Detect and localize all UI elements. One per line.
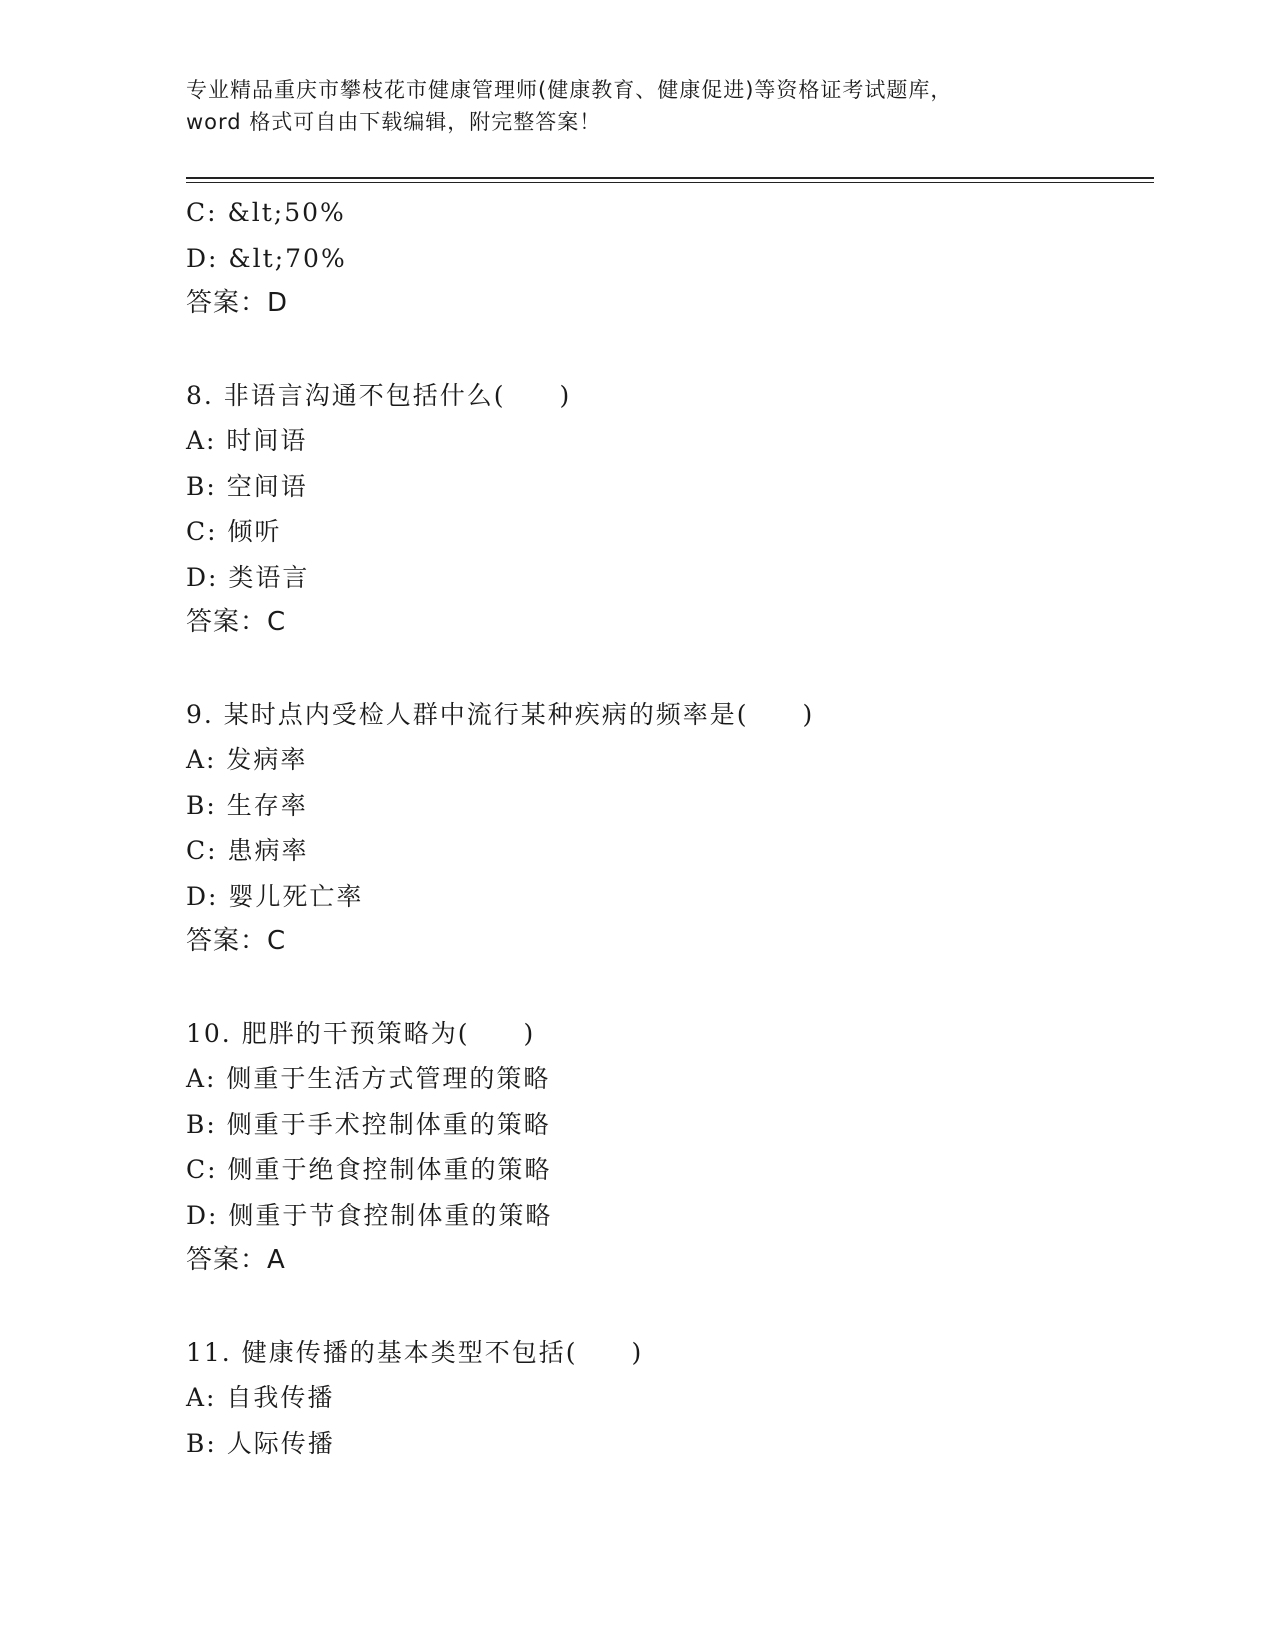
header-line-1: 专业精品重庆市攀枝花市健康管理师(健康教育、健康促进)等资格证考试题库， <box>186 78 953 102</box>
document-header <box>186 74 1086 138</box>
header-divider-thick <box>186 177 1154 179</box>
option-d: D: &lt;70% <box>186 243 347 273</box>
question-9 <box>186 692 1154 965</box>
question-title: 9. 某时点内受检人群中流行某种疾病的频率是( ) <box>186 699 815 729</box>
answer-line: 答案：C <box>186 926 287 956</box>
header-divider-thin <box>186 182 1154 183</box>
option-b: B: 人际传播 <box>186 1428 335 1458</box>
option-c: C: 侧重于绝食控制体重的策略 <box>186 1155 552 1184</box>
option-b: B: 空间语 <box>186 471 308 501</box>
question-title: 10. 肥胖的干预策略为( ) <box>186 1018 536 1048</box>
answer-line: 答案：A <box>186 1245 286 1275</box>
spacer <box>186 646 1154 692</box>
option-a: A: 侧重于生活方式管理的策略 <box>186 1064 551 1093</box>
question-8 <box>186 373 1154 646</box>
option-d: D: 侧重于节食控制体重的策略 <box>186 1200 553 1230</box>
option-c: C: 倾听 <box>186 517 282 546</box>
question-title: 8. 非语言沟通不包括什么( ) <box>186 380 572 410</box>
option-c: C: &lt;50% <box>186 198 346 227</box>
question-10 <box>186 1011 1154 1284</box>
question-11 <box>186 1330 1154 1467</box>
question-title: 11. 健康传播的基本类型不包括( ) <box>186 1337 644 1367</box>
spacer <box>186 327 1154 373</box>
option-a: A: 自我传播 <box>186 1383 335 1412</box>
option-c: C: 患病率 <box>186 836 309 865</box>
option-b: B: 侧重于手术控制体重的策略 <box>186 1109 551 1139</box>
option-d: D: 类语言 <box>186 562 310 592</box>
question-7-continued <box>186 190 1154 327</box>
question-list <box>186 190 1154 1466</box>
header-line-2: word 格式可自由下载编辑，附完整答案！ <box>186 110 602 134</box>
spacer <box>186 965 1154 1011</box>
option-d: D: 婴儿死亡率 <box>186 881 364 911</box>
option-a: A: 发病率 <box>186 745 308 774</box>
option-a: A: 时间语 <box>186 426 308 455</box>
answer-line: 答案：C <box>186 607 287 637</box>
spacer <box>186 1284 1154 1330</box>
answer-line: 答案：D <box>186 288 289 318</box>
option-b: B: 生存率 <box>186 790 308 820</box>
